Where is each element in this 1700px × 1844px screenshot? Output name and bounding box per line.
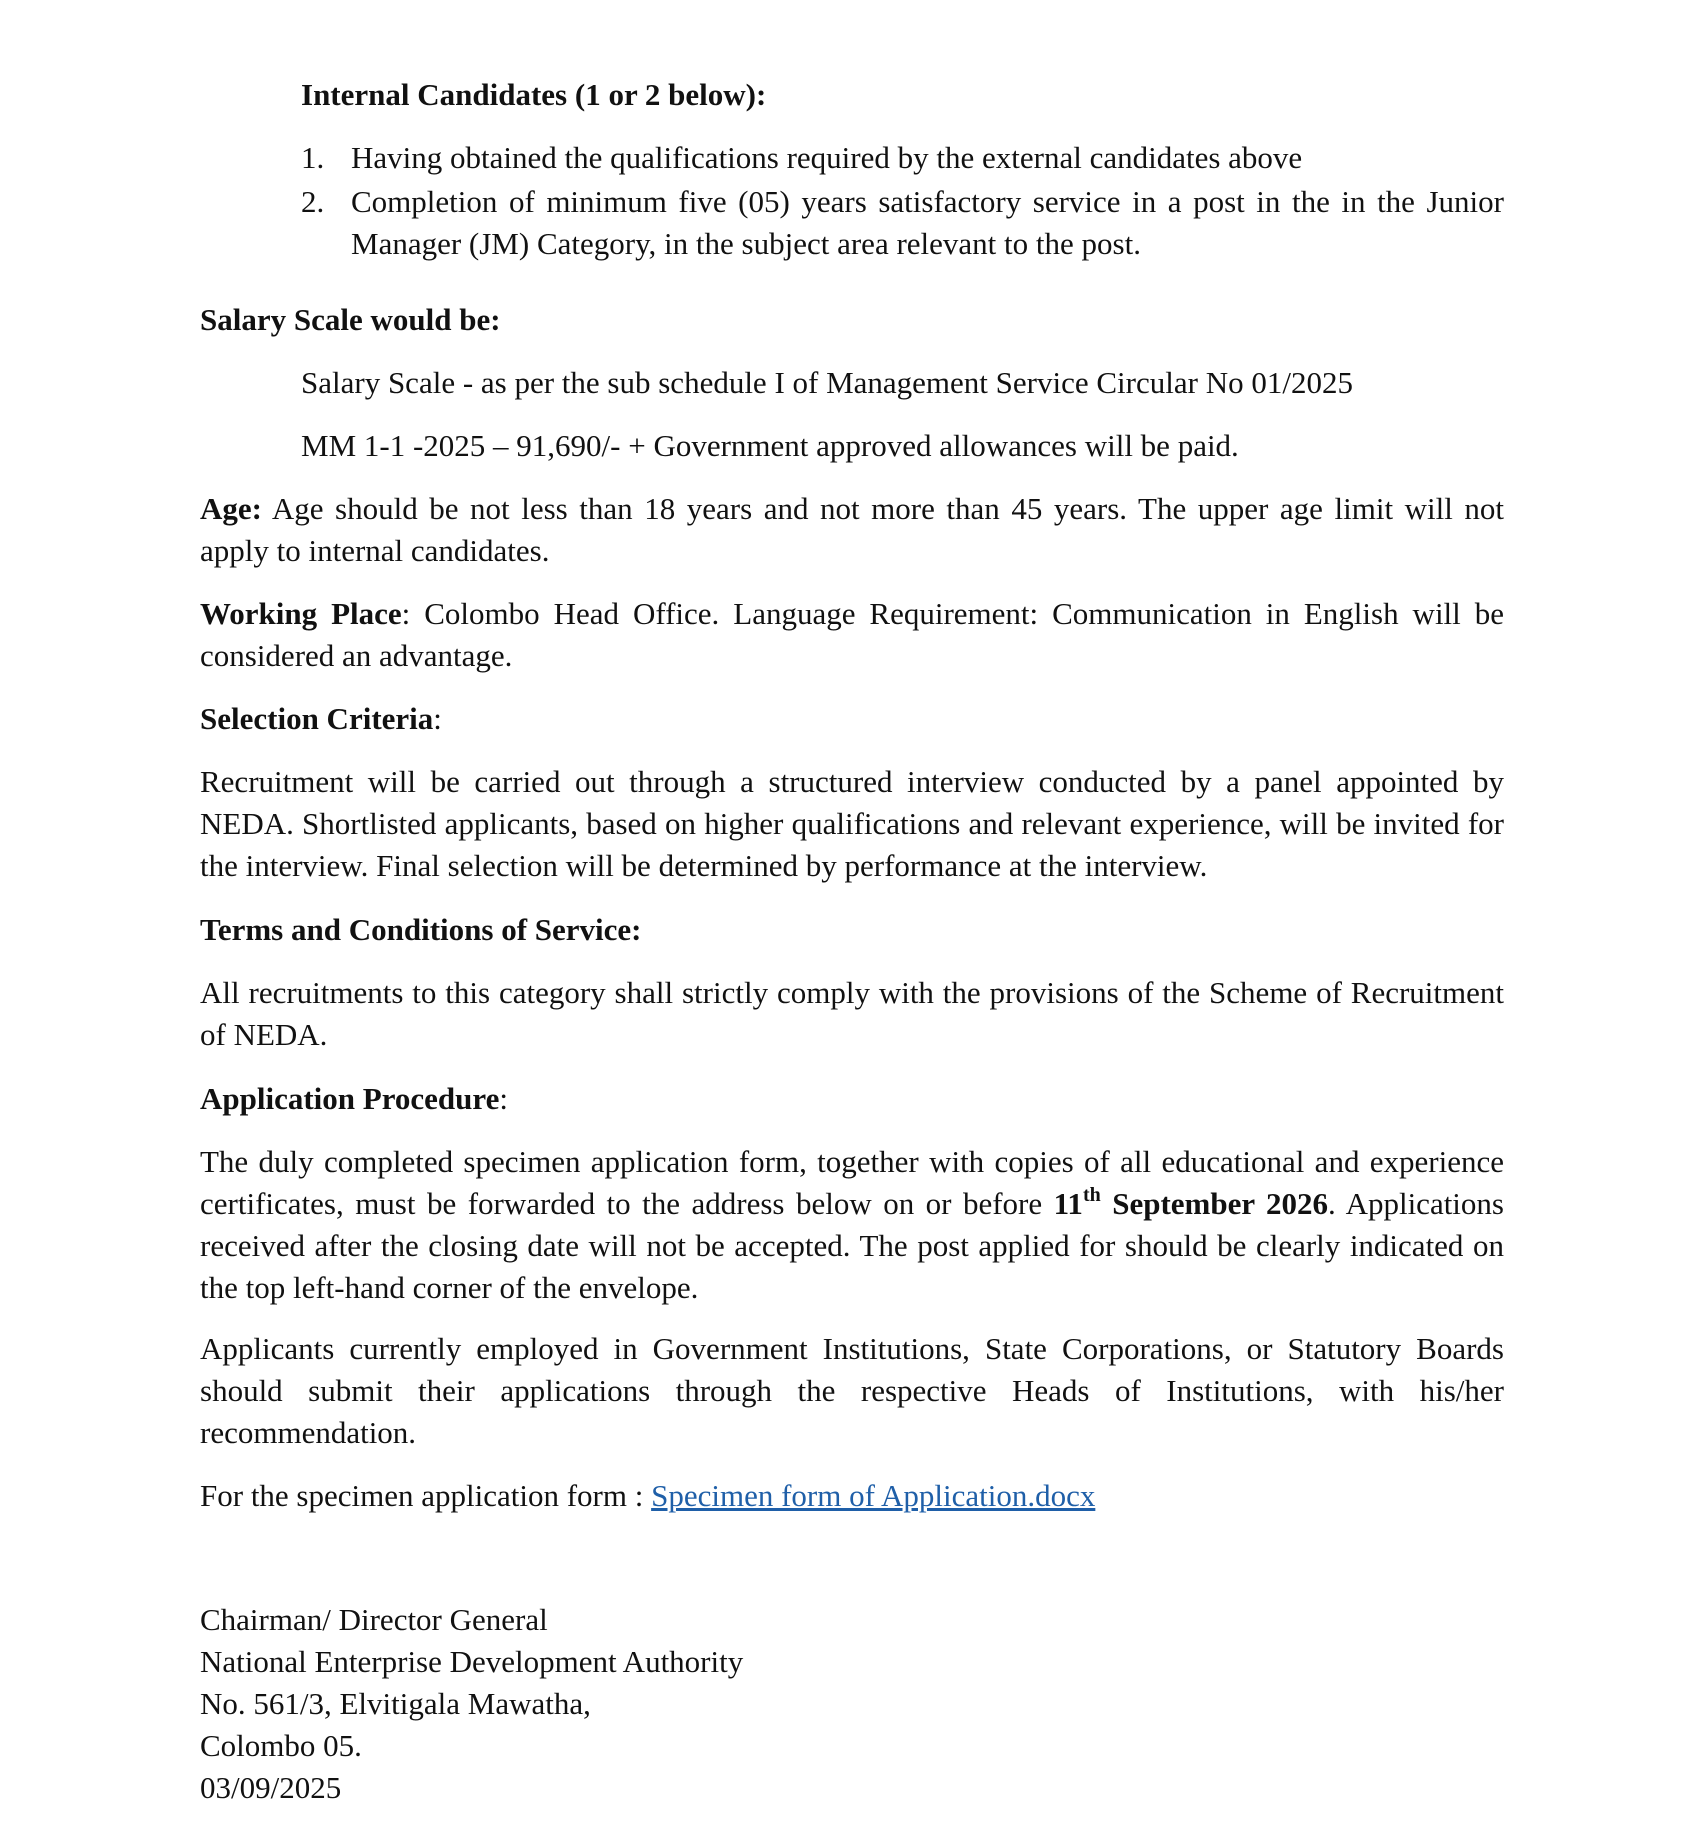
application-procedure-colon: : — [499, 1081, 508, 1116]
age-text: Age should be not less than 18 years and not more than 45 years. The upper age limit will not apply to internal candidates. — [200, 491, 1504, 568]
address-line-street: No. 561/3, Elvitigala Mawatha, — [200, 1686, 591, 1721]
selection-criteria-heading — [200, 698, 1504, 740]
application-paragraph-2: Applicants currently employed in Government Institutions, State Corporations, or Statutory Boards should submit their applications through the respective Heads of Institutions, with his/her recommendation. — [200, 1331, 1504, 1450]
application-procedure-heading — [200, 1078, 1504, 1120]
list-item — [301, 181, 1504, 265]
application-procedure-label: Application Procedure — [200, 1081, 500, 1116]
address-block — [200, 1599, 1504, 1809]
address-line-organization: National Enterprise Development Authority — [200, 1644, 744, 1679]
address-line-date: 03/09/2025 — [200, 1770, 342, 1805]
salary-scale-line: Salary Scale - as per the sub schedule I of Management Service Circular No 01/2025 — [301, 365, 1353, 400]
selection-criteria-label: Selection Criteria — [200, 701, 434, 736]
address-line-title: Chairman/ Director General — [200, 1602, 548, 1637]
list-item-number: 2. — [301, 184, 325, 219]
selection-criteria-colon: : — [433, 701, 442, 736]
terms-paragraph: All recruitments to this category shall strictly comply with the provisions of the Scheme of Recruitment of NEDA. — [200, 975, 1504, 1052]
deadline-day: 11 — [1053, 1186, 1083, 1221]
list-item-text: Having obtained the qualifications required by the external candidates above — [351, 140, 1303, 175]
internal-candidates-list — [301, 137, 1504, 265]
application-text-1: The duly completed specimen application form, together with copies of all educational and experience certificates, must be forwarded to the address below on or before — [200, 1144, 1504, 1221]
list-item-number: 1. — [301, 140, 325, 175]
working-place-label: Working Place — [200, 596, 402, 631]
working-place-text: : Colombo Head Office. Language Requirement: Communication in English will be considered an advantage. — [200, 596, 1504, 673]
working-place-paragraph — [200, 593, 1504, 677]
specimen-form-link[interactable]: Specimen form of Application.docx — [651, 1478, 1096, 1513]
age-paragraph — [200, 488, 1504, 572]
application-text-2: . Applications received after the closing date will not be accepted. The post applied for should be clearly indicated on the top left-hand corner of the envelope. — [200, 1186, 1504, 1305]
list-item — [301, 137, 1504, 179]
application-paragraph-1 — [200, 1141, 1504, 1309]
selection-criteria-paragraph: Recruitment will be carried out through a structured interview conducted by a panel appointed by NEDA. Shortlisted applicants, based on higher qualifications and relevant experience, will be invited for the interview. Final selection will be determined by performance at the interview. — [200, 764, 1504, 883]
deadline-ordinal: th — [1082, 1183, 1101, 1206]
address-line-city: Colombo 05. — [200, 1728, 362, 1763]
salary-amount-line: MM 1-1 -2025 – 91,690/- + Government approved allowances will be paid. — [301, 428, 1239, 463]
deadline-month-year: September 2026 — [1100, 1186, 1329, 1221]
specimen-form-line — [200, 1475, 1504, 1517]
salary-heading: Salary Scale would be: — [200, 302, 501, 337]
list-item-text: Completion of minimum five (05) years satisfactory service in a post in the in the Junior Manager (JM) Category, in the subject area relevant to the post. — [351, 184, 1504, 261]
age-label: Age: — [200, 491, 262, 526]
terms-heading: Terms and Conditions of Service: — [200, 912, 642, 947]
deadline-date — [1053, 1183, 1329, 1221]
internal-candidates-heading: Internal Candidates (1 or 2 below): — [301, 77, 767, 112]
specimen-form-prefix: For the specimen application form : — [200, 1478, 652, 1513]
